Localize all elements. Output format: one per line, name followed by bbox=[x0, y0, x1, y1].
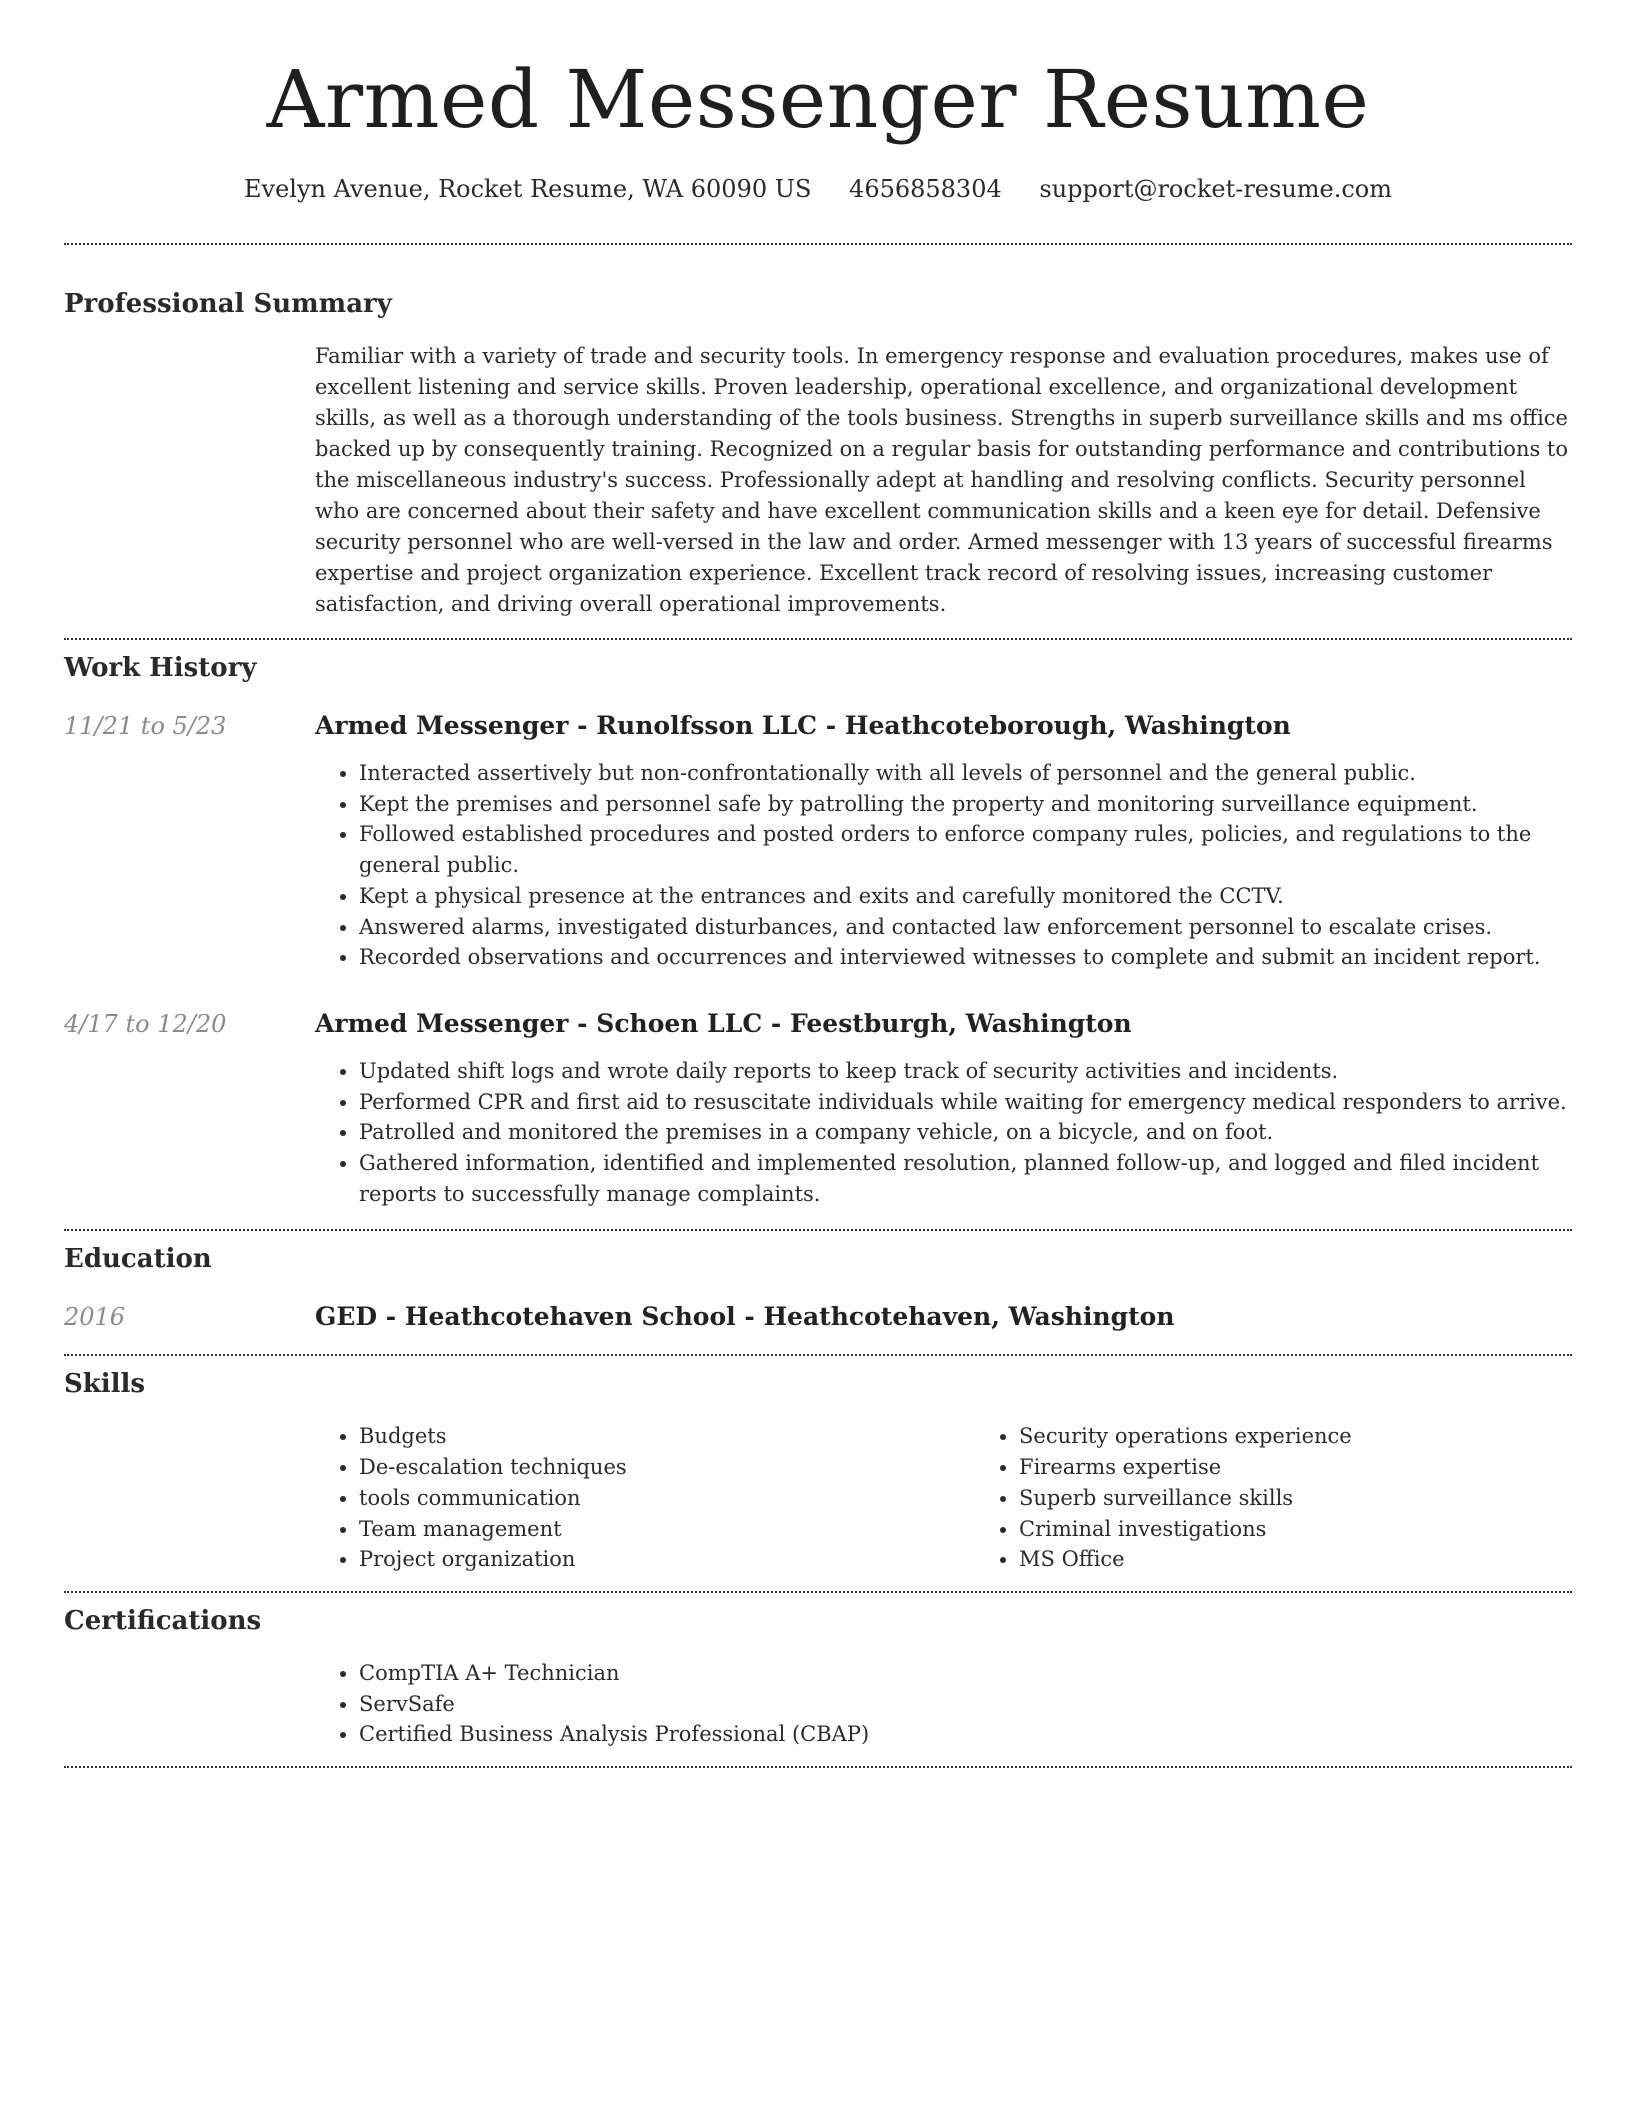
job-duties bbox=[315, 1056, 1572, 1210]
job-duty: • Performed CPR and first aid to resuscitate individuals while waiting for emergency medical responders to arrive. bbox=[359, 1087, 1572, 1118]
job-duty: • Kept a physical presence at the entrances and exits and carefully monitored the CCTV. bbox=[359, 881, 1572, 912]
education-section bbox=[64, 1242, 1572, 1334]
certification-item: • Certified Business Analysis Professional (CBAP) bbox=[359, 1719, 1572, 1750]
resume-title: Armed Messenger Resume bbox=[266, 53, 1370, 146]
skill-item: • Criminal investigations bbox=[1019, 1514, 1632, 1545]
job-entry bbox=[64, 1007, 1572, 1210]
contact-address: Evelyn Avenue, Rocket Resume, WA 60090 US bbox=[243, 175, 812, 203]
job-entry bbox=[64, 709, 1572, 973]
skills-title: Skills bbox=[64, 1369, 146, 1400]
skills-list-right bbox=[975, 1421, 1632, 1575]
job-heading: Armed Messenger - Schoen LLC - Feestburgh, Washington bbox=[315, 1008, 1132, 1038]
resume-header bbox=[64, 0, 1572, 206]
job-dates: 4/17 to 12/20 bbox=[64, 1009, 227, 1038]
skill-item: • Superb surveillance skills bbox=[1019, 1483, 1632, 1514]
skill-item: • MS Office bbox=[1019, 1544, 1632, 1575]
job-duty: • Gathered information, identified and implemented resolution, planned follow-up, and logged and filed incident reports to successfully manage complaints. bbox=[359, 1148, 1572, 1209]
work-history-title: Work History bbox=[64, 653, 257, 683]
certification-item: • ServSafe bbox=[359, 1689, 1572, 1720]
summary-title: Professional Summary bbox=[64, 289, 392, 319]
section-divider bbox=[64, 638, 1572, 640]
job-heading: Armed Messenger - Runolfsson LLC - Heathcoteborough, Washington bbox=[315, 711, 1291, 740]
skill-item: • De-escalation techniques bbox=[359, 1452, 975, 1483]
job-dates: 11/21 to 5/23 bbox=[64, 712, 227, 740]
education-year: 2016 bbox=[64, 1303, 126, 1332]
summary-section bbox=[64, 287, 1572, 620]
contact-email: support@rocket-resume.com bbox=[1039, 175, 1393, 203]
certification-item: • CompTIA A+ Technician bbox=[359, 1658, 1572, 1689]
summary-text: Familiar with a variety of trade and security tools. In emergency response and evaluation procedures, makes use of excellent listening and service skills. Proven leadership, operational excellence, and organizational development skills, as well as a thorough understanding of the tools business. Strengths in superb surveillance skills and ms office backed up by consequently training. Recognized on a regular basis for outstanding performance and contributions to the miscellaneous industry's success. Professionally adept at handling and resolving conflicts. Security personnel who are concerned about their safety and have excellent communication skills and a keen eye for detail. Defensive security personnel who are well-versed in the law and order. Armed messenger with 13 years of successful firearms expertise and project organization experience. Excellent track record of resolving issues, increasing customer satisfaction, and driving overall operational improvements. bbox=[315, 344, 1569, 616]
certifications-title: Certifications bbox=[64, 1605, 262, 1636]
skills-section bbox=[64, 1367, 1572, 1575]
job-duties bbox=[315, 758, 1572, 973]
contact-line bbox=[64, 172, 1572, 206]
job-duty: • Followed established procedures and posted orders to enforce company rules, policies, and regulations to the general public. bbox=[359, 819, 1572, 880]
section-divider bbox=[64, 1229, 1572, 1231]
contact-phone: 4656858304 bbox=[849, 175, 1002, 203]
job-duty: • Answered alarms, investigated disturbances, and contacted law enforcement personnel to escalate crises. bbox=[359, 912, 1572, 943]
skill-item: • Security operations experience bbox=[1019, 1421, 1632, 1452]
work-history-section bbox=[64, 651, 1572, 1209]
skill-item: • Team management bbox=[359, 1514, 975, 1545]
job-duty: • Kept the premises and personnel safe by patrolling the property and monitoring surveillance equipment. bbox=[359, 789, 1572, 820]
certifications-list bbox=[315, 1658, 1572, 1750]
skill-item: • tools communication bbox=[359, 1483, 975, 1514]
skill-item: • Budgets bbox=[359, 1421, 975, 1452]
skill-item: • Firearms expertise bbox=[1019, 1452, 1632, 1483]
resume-page bbox=[64, 0, 1572, 1768]
skill-item: • Project organization bbox=[359, 1544, 975, 1575]
education-heading: GED - Heathcotehaven School - Heathcotehaven, Washington bbox=[315, 1302, 1175, 1332]
job-duty: • Patrolled and monitored the premises in a company vehicle, on a bicycle, and on foot. bbox=[359, 1117, 1572, 1148]
job-duty: • Interacted assertively but non-confrontationally with all levels of personnel and the general public. bbox=[359, 758, 1572, 789]
skills-list-left bbox=[315, 1421, 975, 1575]
job-duty: • Recorded observations and occurrences and interviewed witnesses to complete and submit an incident report. bbox=[359, 942, 1572, 973]
job-duty: • Updated shift logs and wrote daily reports to keep track of security activities and incidents. bbox=[359, 1056, 1572, 1087]
education-title: Education bbox=[64, 1244, 212, 1275]
section-divider bbox=[64, 243, 1572, 245]
certifications-section bbox=[64, 1604, 1572, 1750]
section-divider bbox=[64, 1766, 1572, 1768]
section-divider bbox=[64, 1591, 1572, 1593]
section-divider bbox=[64, 1354, 1572, 1356]
education-entry bbox=[64, 1300, 1572, 1334]
